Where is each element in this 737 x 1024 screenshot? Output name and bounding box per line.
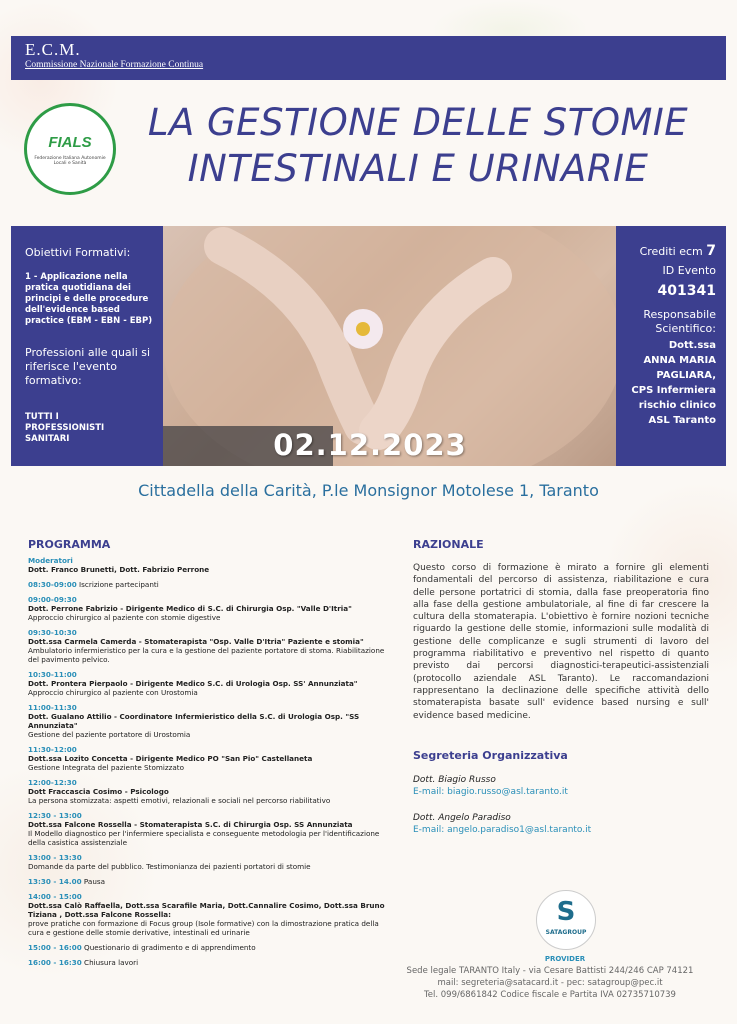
program-item xyxy=(28,670,388,697)
program-speaker: Dott. Perrone Fabrizio - Dirigente Medico di S.C. di Chirurgia Osp. "Valle D'Itria" xyxy=(28,604,352,613)
program-item xyxy=(28,703,388,739)
provider-address: Sede legale TARANTO Italy - via Cesare Battisti 244/246 CAP 74121 xyxy=(406,966,694,976)
program-topic: Gestione del paziente portatore di Urostomia xyxy=(28,730,191,739)
program-speaker: Dott.ssa Falcone Rossella - Stomaterapista S.C. di Chirurgia Osp. SS Annunziata xyxy=(28,820,353,829)
program-inline: Chiusura lavori xyxy=(84,958,139,967)
professioni-heading: Professioni alle quali si riferisce l'evento formativo: xyxy=(25,346,151,387)
program-speaker: Dott Fraccascia Cosimo - Psicologo xyxy=(28,787,169,796)
program-item xyxy=(28,745,388,772)
program-topic: prove pratiche con formazione di Focus group (Isole formative) con la dimostrazione pratica della cura e gestione delle stomie derivative, intestinali ed urinarie xyxy=(28,919,379,937)
satagroup-logo-icon: S xyxy=(556,897,576,927)
program-item xyxy=(28,877,388,886)
program-inline: Questionario di gradimento e di apprendimento xyxy=(84,943,256,952)
provider-tel: Tel. 099/6861842 Codice fiscale e Partita IVA 02735710739 xyxy=(424,990,676,1000)
program-time: 08:30-09:00 xyxy=(28,580,77,589)
provider-label: PROVIDER xyxy=(544,955,586,963)
segreteria-email-link[interactable]: E-mail: biagio.russo@asl.taranto.it xyxy=(413,787,568,797)
responsabile-line: Dott.ssa xyxy=(668,340,716,351)
moderatori-label: Moderatori xyxy=(28,556,73,565)
razionale-text: Questo corso di formazione è mirato a fornire gli elementi fondamentali del percorso di assistenza, riabilitazione e cura delle persone portatrici di stomia, dalla fase preoperatoria fino alla fase della gestione ambulatoriale, al fine di far crescere la cultura della stomaterapia. L'obiettivo è fornire nozioni tecniche riguardo la gestione delle stomie, informazioni sulle modalità di gestione delle complicanze e sugli strumenti di lavoro del programma riabilitativo e preventivo nel rispetto di quanto previsto dai percorsi diagnostici-terapeutici-assistenziali (protocollo aziendale ASL Taranto). Le raccomandazioni rappresentano la declinazione delle specifiche attività dello stomaterapista basate sull' evidence based nursing e sull' evidence based medicine. xyxy=(413,563,709,721)
program-item xyxy=(28,595,388,622)
crediti-value: 7 xyxy=(706,243,716,259)
program-time: 14:00 - 15:00 xyxy=(28,892,82,901)
ecm-subtitle: Commissione Nazionale Formazione Continua xyxy=(25,60,204,70)
provider-mail: mail: segreteria@satacard.it - pec: satagroup@pec.it xyxy=(437,978,663,988)
satagroup-logo-text: SATAGROUP xyxy=(545,929,587,936)
moderatori-names: Dott. Franco Brunetti, Dott. Fabrizio Perrone xyxy=(28,565,210,574)
responsabile-line: rischio clinico xyxy=(638,400,716,411)
program-time: 16:00 - 16:30 xyxy=(28,958,82,967)
program-time: 09:00-09:30 xyxy=(28,595,77,604)
moderatori xyxy=(28,556,388,574)
segreteria-name: Dott. Biagio Russo xyxy=(413,775,496,785)
program-time: 13:00 - 13:30 xyxy=(28,853,82,862)
obiettivi-heading: Obiettivi Formativi: xyxy=(25,246,131,259)
program-topic: Approccio chirurgico al paziente con stomie digestive xyxy=(28,613,221,622)
program-topic: Il Modello diagnostico per l'infermiere specialista e conseguente metodologia per l'identificazione della casistica assistenziale xyxy=(28,829,380,847)
program-time: 11:30-12:00 xyxy=(28,745,77,754)
program-time: 11:00-11:30 xyxy=(28,703,77,712)
program-speaker: Dott.ssa Carmela Camerda - Stomaterapista "Osp. Valle D'Itria" Paziente e stomia" xyxy=(28,637,364,646)
obiettivi-text: 1 - Applicazione nella pratica quotidiana dei principi e delle procedure dell'evidence based practice (EBM - EBN - EBP) xyxy=(25,272,153,326)
programma-heading: PROGRAMMA xyxy=(28,538,111,551)
program-time: 13:30 - 14.00 xyxy=(28,877,82,886)
program-speaker: Dott.ssa Calò Raffaella, Dott.ssa Scarafile Maria, Dott.Cannalire Cosimo, Dott.ssa Bruno Tiziana , Dott.ssa Falcone Rossella: xyxy=(28,901,385,919)
segreteria-contact xyxy=(413,812,591,836)
ecm-header-bar xyxy=(11,36,726,80)
responsabile-line: ASL Taranto xyxy=(648,415,716,426)
program-speaker: Dott.ssa Lozito Concetta - Dirigente Medico PO "San Pio" Castellaneta xyxy=(28,754,313,763)
responsabile-name xyxy=(631,338,716,428)
program-item xyxy=(28,958,388,967)
program-speaker: Dott. Gualano Attilio - Coordinatore Infermieristico della S.C. di Urologia Osp. "SS Annunziata" xyxy=(28,712,360,730)
segreteria-name: Dott. Angelo Paradiso xyxy=(413,813,511,823)
event-date: 02.12.2023 xyxy=(273,428,467,462)
program-item xyxy=(28,778,388,805)
programma-list xyxy=(28,556,388,973)
program-item xyxy=(28,628,388,664)
responsabile-line: ANNA MARIA xyxy=(643,355,716,366)
program-topic: Gestione Integrata del paziente Stomizzato xyxy=(28,763,185,772)
responsabile-line: PAGLIARA, xyxy=(656,370,716,381)
program-item xyxy=(28,943,388,952)
satagroup-logo xyxy=(536,890,596,950)
id-evento-value: 401341 xyxy=(657,283,716,299)
segreteria-heading: Segreteria Organizzativa xyxy=(413,749,568,762)
event-title-line1: LA GESTIONE DELLE STOMIE xyxy=(147,101,689,144)
crediti-row xyxy=(640,244,716,259)
program-topic: Approccio chirurgico al paziente con Urostomia xyxy=(28,688,198,697)
program-item xyxy=(28,892,388,937)
program-topic: Ambulatorio infermieristico per la cura e la gestione del paziente portatore di stoma. Riabilitazione del pavimento pelvico. xyxy=(28,646,385,664)
fials-logo-subtitle: Federazione Italiana Autonomie Locali e Sanità xyxy=(34,156,106,166)
program-item xyxy=(28,811,388,847)
program-time: 10:30-11:00 xyxy=(28,670,77,679)
segreteria-email-link[interactable]: E-mail: angelo.paradiso1@asl.taranto.it xyxy=(413,825,592,835)
event-title-line2: INTESTINALI E URINARIE xyxy=(187,147,649,190)
program-inline: Pausa xyxy=(83,877,106,886)
event-venue: Cittadella della Carità, P.le Monsignor Motolese 1, Taranto xyxy=(138,481,599,500)
professioni-text: TUTTI I PROFESSIONISTI SANITARI xyxy=(25,412,105,444)
left-info-panel xyxy=(11,226,163,466)
fials-logo xyxy=(24,103,116,195)
program-time: 15:00 - 16:00 xyxy=(28,943,82,952)
id-evento-label: ID Evento xyxy=(662,264,716,277)
event-title xyxy=(118,100,718,192)
program-time: 12:30 - 13:00 xyxy=(28,811,82,820)
program-item xyxy=(28,853,388,871)
right-info-panel xyxy=(616,226,726,466)
fials-logo-text: FIALS xyxy=(48,134,92,151)
program-time: 12:00-12:30 xyxy=(28,778,77,787)
program-speaker: Dott. Prontera Pierpaolo - Dirigente Medico S.C. di Urologia Osp. SS' Annunziata" xyxy=(28,679,358,688)
program-topic: La persona stomizzata: aspetti emotivi, relazionali e sociali nel percorso riabilitativo xyxy=(28,796,331,805)
ecm-title: E.C.M. xyxy=(25,40,81,59)
segreteria-contact xyxy=(413,774,568,798)
razionale-heading: RAZIONALE xyxy=(413,538,484,551)
responsabile-line: CPS Infermiera xyxy=(631,385,716,396)
program-topic: Domande da parte del pubblico. Testimonianza dei pazienti portatori di stomie xyxy=(28,862,311,871)
program-inline: Iscrizione partecipanti xyxy=(79,580,159,589)
program-item xyxy=(28,580,388,589)
program-time: 09:30-10:30 xyxy=(28,628,77,637)
crediti-label: Crediti ecm xyxy=(639,245,703,258)
responsabile-label: Responsabile Scientifico: xyxy=(643,308,716,335)
